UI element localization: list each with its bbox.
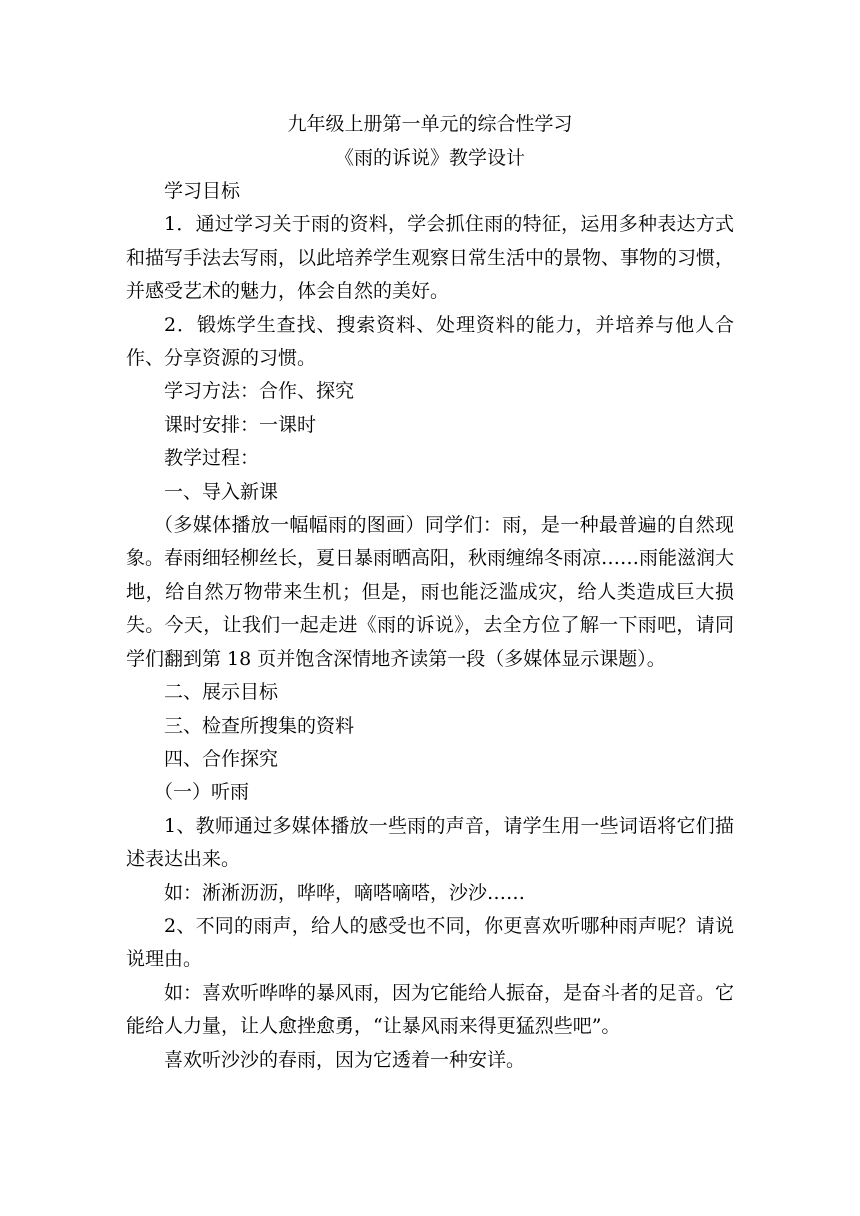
paragraph-goal-2: 2．锻炼学生查找、搜索资料、处理资料的能力，并培养与他人合作、分享资源的习惯。 [126, 313, 734, 370]
paragraph-teaching-process: 教学过程： [164, 447, 260, 470]
paragraph-class-schedule: 课时安排：一课时 [164, 413, 317, 436]
paragraph-example-1: 如：淅淅沥沥，哗哗，嘀嗒嘀嗒，沙沙…… [164, 881, 526, 904]
paragraph-introduction: （多媒体播放一幅幅雨的图画）同学们：雨，是一种最普遍的自然现象。春雨细轻柳丝长，夏日暴雨晒高阳，秋雨缠绵冬雨凉……雨能滋润大地，给自然万物带来生机；但是，雨也能泛滥成灾，给人类造成巨大损失。今天，让我们一起走进《雨的诉说》，去全方位了解一下雨吧，请同学们翻到第 18 页并饱含深情地齐读第一段（多媒体显示课题）。 [126, 514, 735, 670]
document-body [126, 107, 734, 1077]
paragraph-goal-1: 1．通过学习关于雨的资料，学会抓住雨的特征，运用多种表达方式和描写手法去写雨，以此培养学生观察日常生活中的景物、事物的习惯，并感受艺术的魅力，体会自然的美好。 [126, 213, 735, 303]
paragraph-section-1: 一、导入新课 [164, 480, 279, 503]
paragraph-example-2: 如：喜欢听哗哗的暴风雨，因为它能给人振奋，是奋斗者的足音。它能给人力量，让人愈挫愈勇，“让暴风雨来得更猛烈些吧”。 [126, 981, 735, 1038]
paragraph-learning-goals-heading: 学习目标 [164, 180, 241, 202]
paragraph-step-1: 1、教师通过多媒体播放一些雨的声音，请学生用一些词语将它们描述表达出来。 [126, 814, 734, 871]
paragraph-section-4: 四、合作探究 [164, 747, 279, 770]
paragraph-section-2: 二、展示目标 [164, 681, 279, 704]
document-title: 九年级上册第一单元的综合性学习 [287, 113, 573, 135]
document-subtitle: 《雨的诉说》教学设计 [334, 147, 525, 169]
paragraph-section-3: 三、检查所搜集的资料 [164, 714, 355, 737]
paragraph-step-2: 2、不同的雨声，给人的感受也不同，你更喜欢听哪种雨声呢？请说说理由。 [126, 914, 734, 971]
paragraph-example-3: 喜欢听沙沙的春雨，因为它透着一种安详。 [164, 1048, 526, 1071]
paragraph-learning-method: 学习方法：合作、探究 [164, 380, 355, 403]
paragraph-subsection-listen: （一）听雨 [154, 781, 250, 804]
